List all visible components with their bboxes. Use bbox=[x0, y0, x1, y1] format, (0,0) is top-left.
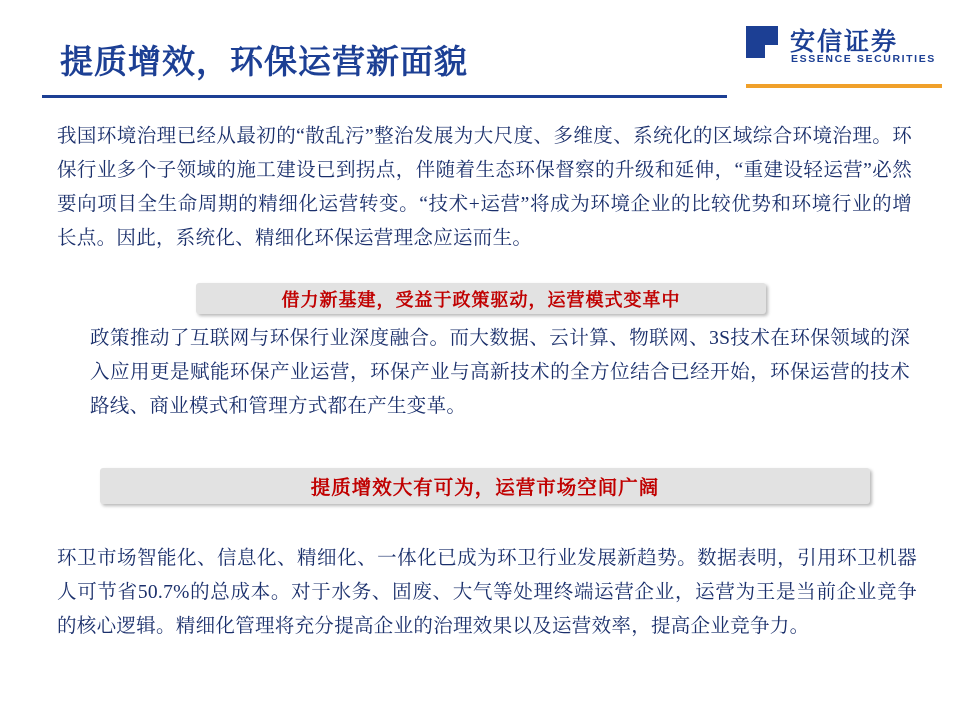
intro-paragraph: 我国环境治理已经从最初的“散乱污”整治发展为大尺度、多维度、系统化的区域综合环境治理。环保行业多个子领域的施工建设已到拐点，伴随着生态环保督察的升级和延伸，“重建设轻运营”必然要向项目全生命周期的精细化运营转变。“技术+运营”将成为环境企业的比较优势和环境行业的增长点。因此，系统化、精细化环保运营理念应运而生。 bbox=[57, 126, 912, 249]
section-banner-one: 借力新基建，受益于政策驱动，运营模式变革中 bbox=[196, 283, 766, 314]
logo-english-name: ESSENCE SECURITIES bbox=[791, 53, 936, 65]
logo-mark-icon bbox=[746, 26, 778, 58]
logo-underline-rule bbox=[746, 84, 942, 88]
title-underline-rule bbox=[42, 95, 727, 98]
section-one-paragraph: 政策推动了互联网与环保行业深度融合。而大数据、云计算、物联网、3S技术在环保领域的深入应用更是赋能环保产业运营，环保产业与高新技术的全方位结合已经开始，环保运营的技术路线、商业模式和管理方式都在产生变革。 bbox=[90, 328, 910, 417]
section-banner-two: 提质增效大有可为，运营市场空间广阔 bbox=[100, 468, 870, 504]
section-two-paragraph: 环卫市场智能化、信息化、精细化、一体化已成为环卫行业发展新趋势。数据表明，引用环卫机器人可节省50.7%的总成本。对于水务、固废、大气等处理终端运营企业，运营为王是当前企业竞争的核心逻辑。精细化管理将充分提高企业的治理效果以及运营效率，提高企业竞争力。 bbox=[57, 548, 917, 637]
page-title: 提质增效，环保运营新面貌 bbox=[60, 43, 468, 80]
brand-logo bbox=[746, 22, 942, 78]
slide-header bbox=[0, 0, 960, 100]
logo-chinese-name: 安信证券 bbox=[790, 28, 899, 56]
